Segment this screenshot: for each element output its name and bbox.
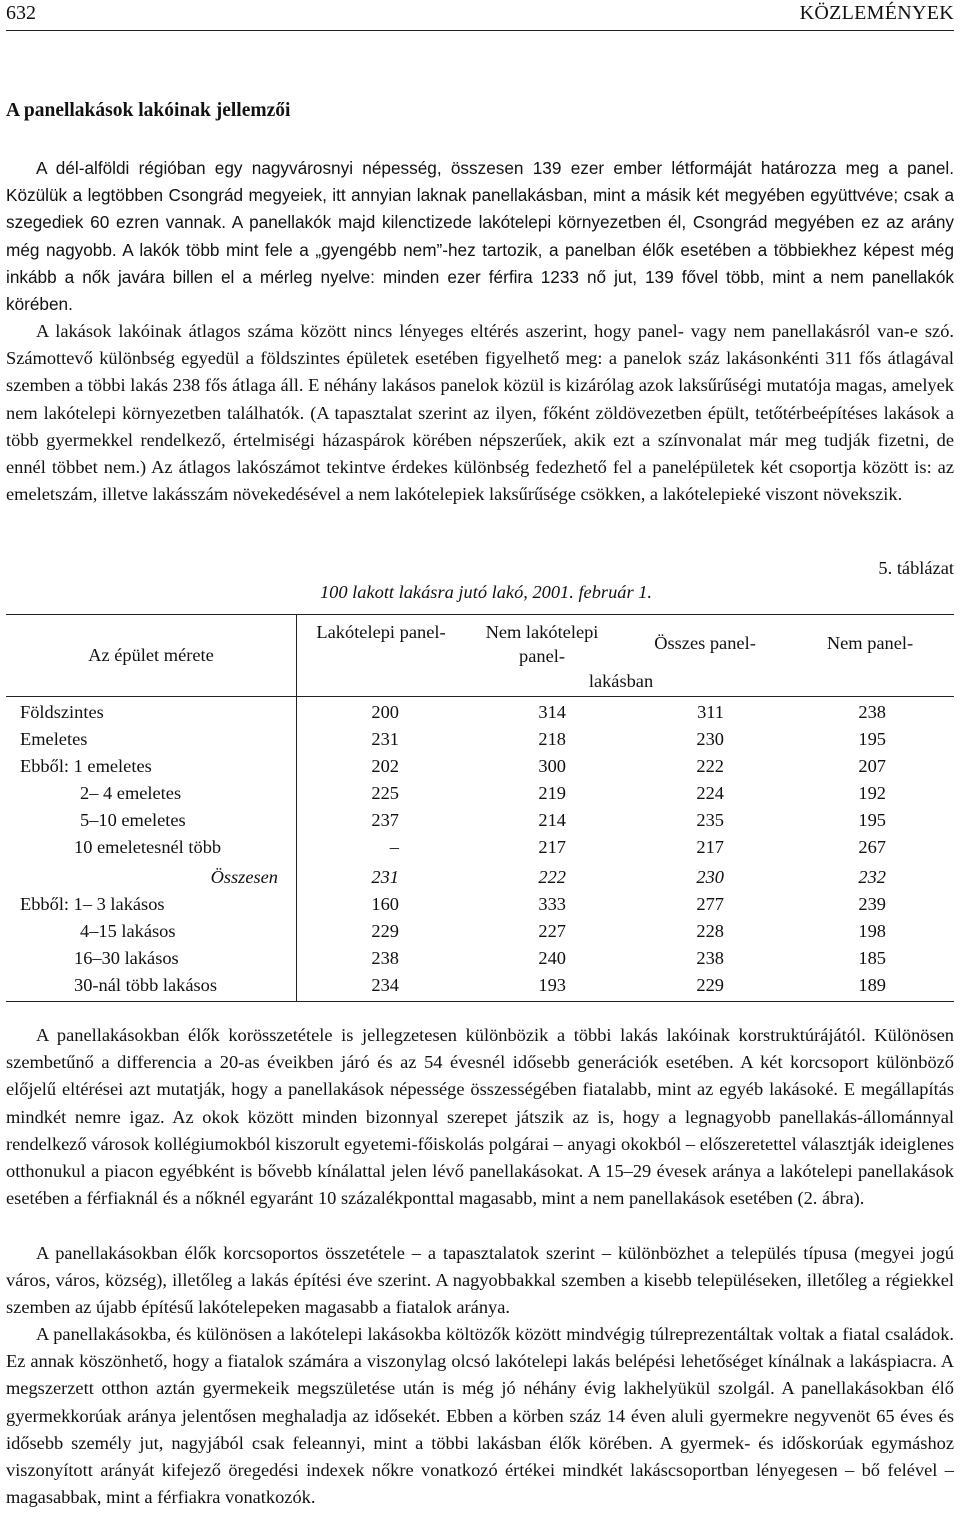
row-label: Ebből: 1 emeletes xyxy=(20,756,152,776)
table-col-header-4: Nem panel- xyxy=(826,633,914,653)
table-row xyxy=(6,891,954,918)
cell: 217 xyxy=(538,837,566,857)
cell: 185 xyxy=(858,948,886,968)
row-label: Ebből: 1– 3 lakásos xyxy=(20,894,165,914)
table-top-rule xyxy=(6,614,954,615)
cell: 228 xyxy=(696,921,724,941)
table-bottom-rule xyxy=(6,1001,954,1002)
cell: 232 xyxy=(858,867,886,887)
table-col-header-1: Lakótelepi panel- xyxy=(316,622,446,642)
cell: 300 xyxy=(538,756,566,776)
cell: 193 xyxy=(538,975,566,995)
body-paragraph: A panellakásokban élők korcsoportos összetétele – a tapasztalatok szerint – különbözhet a település típusa (megyei jogú város, város, község), illetőleg a lakás építési éve szerint. A nagyobbakkal szemben a kisebb településeken, illetőleg a régiekkel szemben az újabb építésű lakótelepeken magasabb a fiatalok aránya. xyxy=(6,1243,954,1318)
cell: 225 xyxy=(371,783,399,803)
table-col-header-3: Összes panel- xyxy=(654,633,756,653)
journal-section-title: KÖZLEMÉNYEK xyxy=(799,2,954,24)
cell: 224 xyxy=(696,783,724,803)
table-row xyxy=(6,807,954,834)
cell: 238 xyxy=(371,948,399,968)
cell: 189 xyxy=(858,975,886,995)
cell: 192 xyxy=(858,783,886,803)
cell: 314 xyxy=(538,702,566,722)
cell: 219 xyxy=(538,783,566,803)
cell: 311 xyxy=(697,702,724,722)
body-paragraph: A panellakásokban élők korösszetétele is jellegzetesen különbözik a többi lakás lakóinak korstruktúrájától. Különösen szembetűnő a differencia a 20-as éveikben járó és az 54 évesnél idősebb generációk esetében. A két korcsoport különböző előjelű eltérései azt mutatják, hogy a panellakások népessége összességében fiatalabb, mint az egyéb lakásoké. E megállapítás mindkét nemre igaz. Az okok között minden bizonnyal szerepet játszik az is, hogy a legnagyobb panellakás-állománnyal rendelkező városok kollégiumokból kiszorult egyetemi-főiskolás polgárai – anyagi okokból – előszeretettel választják ideiglenes otthonukul a piacon egyébként is bővebb kínálattal jelen lévő panellakásokat. A 15–29 évesek aránya a lakótelepi panellakások esetében a férfiaknál és a nőknél egyaránt 10 százalékponttal magasabb, mint a nem panellakások esetében (2. ábra). xyxy=(6,1025,954,1209)
row-label: Földszintes xyxy=(20,702,104,722)
cell: 277 xyxy=(696,894,724,914)
row-label: 2– 4 emeletes xyxy=(80,783,182,803)
cell: 230 xyxy=(696,729,724,749)
cell: 195 xyxy=(858,729,886,749)
table-row xyxy=(6,972,954,999)
row-label: Összesen xyxy=(210,867,278,887)
table-header-rule xyxy=(6,696,954,697)
table-row xyxy=(6,834,954,861)
cell: 218 xyxy=(538,729,566,749)
table-row xyxy=(6,945,954,972)
row-label: 5–10 emeletes xyxy=(80,810,186,830)
cell: 237 xyxy=(371,810,399,830)
cell: 198 xyxy=(858,921,886,941)
cell: 240 xyxy=(538,948,566,968)
table-row xyxy=(6,780,954,807)
cell: 160 xyxy=(371,894,399,914)
row-label: 16–30 lakásos xyxy=(74,948,179,968)
table-caption xyxy=(6,579,954,606)
intro-sentence-group: A lakók több mint fele a „gyengébb nem”-hez tartozik, a panelban élők esetében a többiekhez képest még inkább a nők javára billen el a mérleg nyelve: minden ezer férfira 1233 nő jut, 139 fővel több, mint a nem panellakók körében. xyxy=(6,239,955,315)
cell: 202 xyxy=(371,756,399,776)
intro-paragraph-2: A lakások lakóinak átlagos száma között nincs lényeges eltérés aszerint, hogy panel- vagy nem panellakásról van-e szó. Számottevő különbség egyedül a földszintes épületek esetében figyelhető meg: a panelok száz lakásonkénti 311 fős átlagával szemben a többi lakás 238 fős átlaga áll. E néhány lakásos panelok közül is kizárólag azok laksűrűségi mutatója magas, amelyek nem lakótelepi környezetben találhatók. (A tapasztalat szerint az ilyen, főként zöldövezetben épült, tetőtérbeépítéses lakások a több gyermekkel rendelkező, értelmiségi házaspárok körében népszerűek, akik ezt a színvonalat már meg tudják fizetni, de ennél többet nem.) Az átlagos lakószámot tekintve érdekes különbség fedezhető fel a panelépületek két csoportja között is: az emeletszám, illetve lakásszám növekedésével a nem lakótelepiek laksűrűsége csökken, a lakótelepieké viszont növekszik. xyxy=(6,321,954,505)
cell: 200 xyxy=(371,702,399,722)
cell: 231 xyxy=(371,729,399,749)
page-number: 632 xyxy=(6,2,36,24)
cell: 227 xyxy=(538,921,566,941)
table-spanner: lakásban xyxy=(588,671,654,691)
cell: 207 xyxy=(858,756,886,776)
row-label: Emeletes xyxy=(20,729,88,749)
table-total-row xyxy=(6,864,954,891)
section-title: A panellakások lakóinak jellemzői xyxy=(6,100,291,121)
cell: 238 xyxy=(858,702,886,722)
cell: 267 xyxy=(858,837,886,857)
cell: 238 xyxy=(696,948,724,968)
table-col-header-2: Nem lakótelepi panel- xyxy=(485,622,599,666)
table-label: 5. táblázat xyxy=(878,558,954,578)
row-label: 10 emeletesnél több xyxy=(74,837,222,857)
cell: 333 xyxy=(538,894,566,914)
body-paragraph: A panellakásokba, és különösen a lakótelepi lakásokba költözők között mindvégig túlreprezentáltak voltak a fiatal családok. Ez annak köszönhető, hogy a fiatalok számára a viszonylag olcsó lakótelepi lakás belépési lehetőséget kínálnak a lakáspiacra. A megszerzett otthon aztán gyermekeik megszületése után is még jó néhány évig lakhelyükül szolgál. A panellakásokban élő gyermekkorúak aránya jelentősen meghaladja az idősekét. Ebben a körben száz 14 éven aluli gyermekre negyvenöt 65 éves és idősebb személy jut, nagyjából csak feleannyi, mint a többi lakásban élők körében. A gyermek- és időskorúak egymáshoz viszonyított arányát kifejező öregedési indexek nőkre vonatkozó értékei mindkét lakáscsoportban lényegesen – bő felével – magasabbak, mint a férfiakra vonatkozók. xyxy=(6,1324,954,1508)
cell: – xyxy=(389,837,399,857)
cell: 195 xyxy=(858,810,886,830)
table-stub-header: Az épület mérete xyxy=(88,645,214,665)
row-label: 4–15 lakásos xyxy=(80,921,176,941)
cell: 235 xyxy=(696,810,724,830)
intro-sentence-group: A dél-alföldi régióban egy nagyvárosnyi népesség, összesen 139 ezer ember létformáját határozza meg a panel. Közülük a legtöbben Csongrád megyeiek, itt annyian laknak panellakásban, mint a másik két megyében együttvéve; csak a szegediek 60 ezren vannak. A panellakók majd kilenctizede lakótelepi környezetben él, Csongrád megyében ez az arány még nagyobb. xyxy=(6,158,954,260)
cell: 217 xyxy=(696,837,724,857)
table-row xyxy=(6,699,954,726)
table-row xyxy=(6,726,954,753)
table-row xyxy=(6,918,954,945)
intro-paragraph xyxy=(6,155,954,318)
cell: 230 xyxy=(696,867,724,887)
cell: 222 xyxy=(538,867,566,887)
cell: 231 xyxy=(371,867,399,887)
row-label: 30-nál több lakásos xyxy=(74,975,218,995)
cell: 222 xyxy=(696,756,724,776)
table-row xyxy=(6,753,954,780)
cell: 234 xyxy=(371,975,399,995)
cell: 229 xyxy=(696,975,724,995)
cell: 214 xyxy=(538,810,566,830)
cell: 229 xyxy=(371,921,399,941)
table-caption-text: 100 lakott lakásra jutó lakó, 2001. február 1. xyxy=(319,582,653,602)
cell: 239 xyxy=(858,894,886,914)
running-head xyxy=(6,0,954,31)
table-stub-divider xyxy=(296,614,297,696)
